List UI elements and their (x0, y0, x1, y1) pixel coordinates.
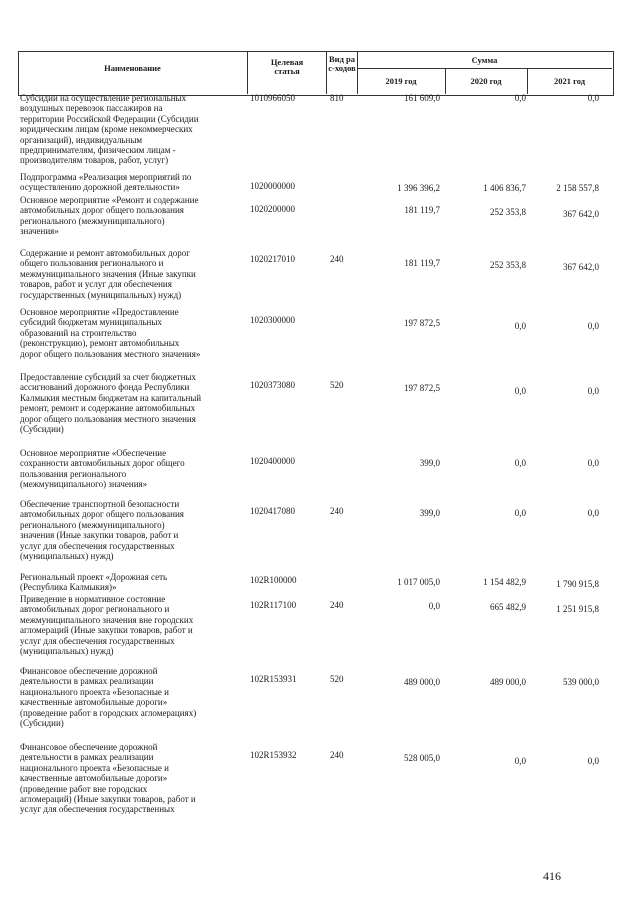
row-name: Субсидии на осуществление региональных воздушных перевозок пассажиров на территории Российской Федерации (Субсидии юридическим лицам (кроме некоммерческих организаций), индивидуальным предпринимателям, физическим лицам - производителям товаров, работ, услуг) (20, 93, 199, 166)
row-code: 1020400000 (250, 456, 295, 466)
row-2020: 0,0 (514, 386, 526, 396)
row-2019: 528 005,0 (404, 753, 440, 763)
row-2020: 0,0 (514, 756, 526, 766)
row-2021: 0,0 (587, 508, 599, 518)
row-name: Финансовое обеспечение дорожной деятельности в рамках реализации национального проекта «Безопасные и качественные автомобильные дороги» (проведение работ вне городских агломераций) (Иные закупки товаров, работ и услуг для обеспечения государственных (20, 742, 196, 815)
row-code: 1020000000 (250, 181, 295, 191)
row-code: 1020417080 (250, 506, 295, 516)
row-2019: 161 609,0 (404, 93, 440, 103)
row-2019: 1 396 396,2 (397, 183, 440, 193)
row-name: Предоставление субсидий за счет бюджетных ассигнований дорожного фонда Республики Калмыкия местным бюджетам на капитальный ремонт, ремонт и содержание автомобильных дорог общего пользования местного значения (Субсидии) (20, 372, 202, 435)
header-2019: 2019 год (385, 76, 417, 86)
header-divider (357, 68, 612, 69)
row-2020: 665 482,9 (490, 602, 526, 612)
row-2021: 367 642,0 (563, 262, 599, 272)
row-2019: 197 872,5 (404, 318, 440, 328)
row-2020: 489 000,0 (490, 677, 526, 687)
row-2019: 1 017 005,0 (397, 577, 440, 587)
row-2020: 0,0 (514, 508, 526, 518)
row-2020: 0,0 (514, 458, 526, 468)
row-2020: 1 154 482,9 (483, 577, 526, 587)
row-expense-type: 520 (330, 674, 344, 684)
row-name: Основное мероприятие «Обеспечение сохранности автомобильных дорог общего пользования регионального (межмуниципального) значения» (20, 448, 185, 490)
row-2021: 2 158 557,8 (556, 183, 599, 193)
row-code: 102R153932 (250, 750, 297, 760)
row-2019: 489 000,0 (404, 677, 440, 687)
row-code: 102R100000 (250, 575, 297, 585)
row-name: Финансовое обеспечение дорожной деятельности в рамках реализации национального проекта «Безопасные и качественные автомобильные дороги» (проведение работ в городских агломерациях) (Субсидии) (20, 666, 197, 729)
header-sum: Сумма (471, 55, 498, 65)
row-code: 1020373080 (250, 380, 295, 390)
row-expense-type: 520 (330, 380, 344, 390)
header-code: Целевая статья (270, 57, 304, 77)
row-name: Содержание и ремонт автомобильных дорог общего пользования регионального и межмуниципального значения (Иные закупки товаров, работ и услуг для обеспечения государственных (муниципальных) нужд) (20, 248, 196, 300)
row-code: 102R117100 (250, 600, 297, 610)
row-2020: 252 353,8 (490, 260, 526, 270)
row-expense-type: 240 (330, 254, 344, 264)
row-name: Подпрограмма «Реализация мероприятий по осуществлению дорожной деятельности» (20, 172, 192, 193)
row-expense-type: 240 (330, 750, 344, 760)
row-code: 1020217010 (250, 254, 295, 264)
row-name: Основное мероприятие «Предоставление субсидий бюджетам муниципальных образований на строительство (реконструкцию), ремонт автомобильных дорог общего пользования местного значения» (20, 307, 201, 359)
row-2021: 367 642,0 (563, 209, 599, 219)
row-name: Приведение в нормативное состояние автомобильных дорог регионального и межмуниципального значения вне городских агломераций (Иные закупки товаров, работ и услуг для обеспечения государственных (муниципальных) нужд) (20, 594, 194, 657)
row-2020: 1 406 836,7 (483, 183, 526, 193)
row-2021: 539 000,0 (563, 677, 599, 687)
row-2019: 181 119,7 (404, 205, 440, 215)
row-2019: 181 119,7 (404, 258, 440, 268)
header-divider (326, 51, 327, 94)
row-2019: 0,0 (428, 601, 440, 611)
row-2020: 0,0 (514, 321, 526, 331)
row-expense-type: 240 (330, 506, 344, 516)
row-2021: 0,0 (587, 93, 599, 103)
header-2020: 2020 год (470, 76, 502, 86)
row-2020: 0,0 (514, 93, 526, 103)
row-2021: 0,0 (587, 458, 599, 468)
row-expense-type: 240 (330, 600, 344, 610)
row-code: 1020200000 (250, 204, 295, 214)
row-2019: 399,0 (419, 458, 440, 468)
row-2021: 0,0 (587, 321, 599, 331)
row-2021: 1 790 915,8 (556, 579, 599, 589)
row-code: 1010966050 (250, 93, 295, 103)
row-name: Региональный проект «Дорожная сеть (Республика Калмыкия)» (20, 572, 168, 593)
header-divider (247, 51, 248, 94)
row-name: Обеспечение транспортной безопасности автомобильных дорог общего пользования регионального (межмуниципального) значения (Иные закупки товаров, работ и услуг для обеспечения государственных (муниципальных) нужд) (20, 499, 184, 562)
row-2021: 0,0 (587, 386, 599, 396)
row-2021: 1 251 915,8 (556, 604, 599, 614)
row-expense-type: 810 (330, 93, 344, 103)
row-code: 102R153931 (250, 674, 297, 684)
row-2021: 0,0 (587, 756, 599, 766)
row-name: Основное мероприятие «Ремонт и содержание автомобильных дорог общего пользования регионального (межмуниципального) значения» (20, 195, 199, 237)
header-2021: 2021 год (553, 76, 586, 86)
page-number: 416 (543, 869, 561, 883)
header-type: Вид рас-ходов (328, 54, 356, 74)
header-name: Наименование (104, 63, 161, 73)
row-2020: 252 353,8 (490, 207, 526, 217)
row-code: 1020300000 (250, 315, 295, 325)
row-2019: 197 872,5 (404, 383, 440, 393)
row-2019: 399,0 (419, 508, 440, 518)
